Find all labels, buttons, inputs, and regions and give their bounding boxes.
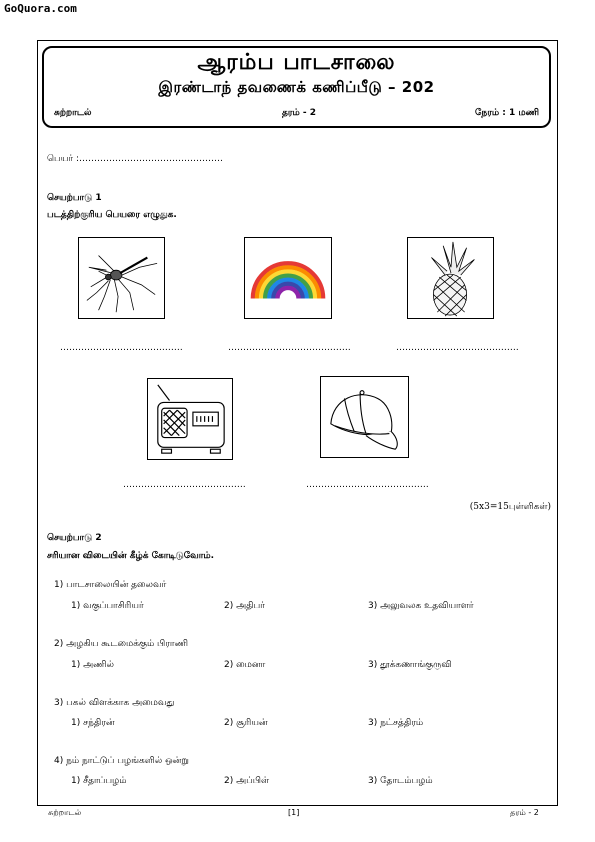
q2-option-2[interactable]: 2) மைனா: [224, 660, 266, 670]
section2-title: செயற்பாடு 2: [47, 533, 102, 543]
q4-option-2[interactable]: 2) அப்பிள்: [224, 776, 270, 786]
mosquito-image: [78, 237, 165, 319]
q1-option-1[interactable]: 1) வகுப்பாசிரியர்: [71, 601, 144, 611]
section1-marks: (5x3=15புள்ளிகள்): [469, 502, 551, 512]
q1-option-3[interactable]: 3) அலுவலக உதவியாளர்: [368, 601, 474, 611]
radio-image: [147, 378, 233, 460]
question-3: 3) பகல் விளக்காக அமைவது: [54, 698, 175, 708]
question-4: 4) நம் நாட்டுப் பழங்களில் ஒன்று: [54, 756, 189, 766]
grade-label: தரம் - 2: [282, 108, 317, 118]
exam-header: [42, 46, 551, 128]
question-2: 2) அழகிய கூடமைக்கும் பிராணி: [54, 639, 188, 649]
student-name-field[interactable]: பெயர் :…………………………………………: [47, 154, 224, 164]
answer-blank-1[interactable]: …………………………….…….: [60, 343, 183, 353]
q2-option-1[interactable]: 1) அணில்: [71, 660, 114, 670]
question-1: 1) பாடசாலையின் தலைவர்: [54, 580, 167, 590]
answer-blank-2[interactable]: …………………………….…….: [228, 343, 351, 353]
exam-title: இரண்டாந் தவணைக் கணிப்பீடு – 202: [158, 78, 435, 96]
q3-option-1[interactable]: 1) சந்திரன்: [71, 718, 115, 728]
section1-instruction: படத்திற்குரிய பெயரை எழுதுக.: [47, 210, 177, 220]
answer-blank-5[interactable]: …………………………….…….: [306, 480, 429, 490]
q3-option-2[interactable]: 2) சூரியன்: [224, 718, 268, 728]
q2-option-3[interactable]: 3) தூக்கணாங்குருவி: [368, 660, 452, 670]
cap-image: [320, 376, 409, 458]
pineapple-image: [407, 237, 494, 319]
rainbow-image: [244, 237, 332, 319]
q4-option-3[interactable]: 3) தோடம்பழம்: [368, 776, 433, 786]
answer-blank-4[interactable]: …………………………….…….: [123, 480, 246, 490]
footer-subject: சுற்றாடல்: [48, 808, 82, 817]
section2-instruction: சரியான விடையின் கீழ்க் கோடிடுவோம்.: [47, 551, 215, 561]
footer-grade: தரம் - 2: [510, 808, 539, 817]
subject-label: சுற்றாடல்: [54, 108, 92, 118]
school-name: ஆரம்ப பாடசாலை: [197, 50, 396, 75]
time-label: நேரம் : 1 மணி: [475, 108, 539, 118]
q4-option-1[interactable]: 1) சீதாப்பழம்: [71, 776, 127, 786]
site-watermark: GoQuora.com: [4, 2, 77, 15]
footer-page-number: [1]: [288, 808, 300, 817]
q3-option-3[interactable]: 3) நட்சத்திரம்: [368, 718, 424, 728]
section1-title: செயற்பாடு 1: [47, 193, 102, 203]
q1-option-2[interactable]: 2) அதிபர்: [224, 601, 265, 611]
answer-blank-3[interactable]: …………………………….…….: [396, 343, 519, 353]
rainbow-band: [277, 288, 298, 299]
